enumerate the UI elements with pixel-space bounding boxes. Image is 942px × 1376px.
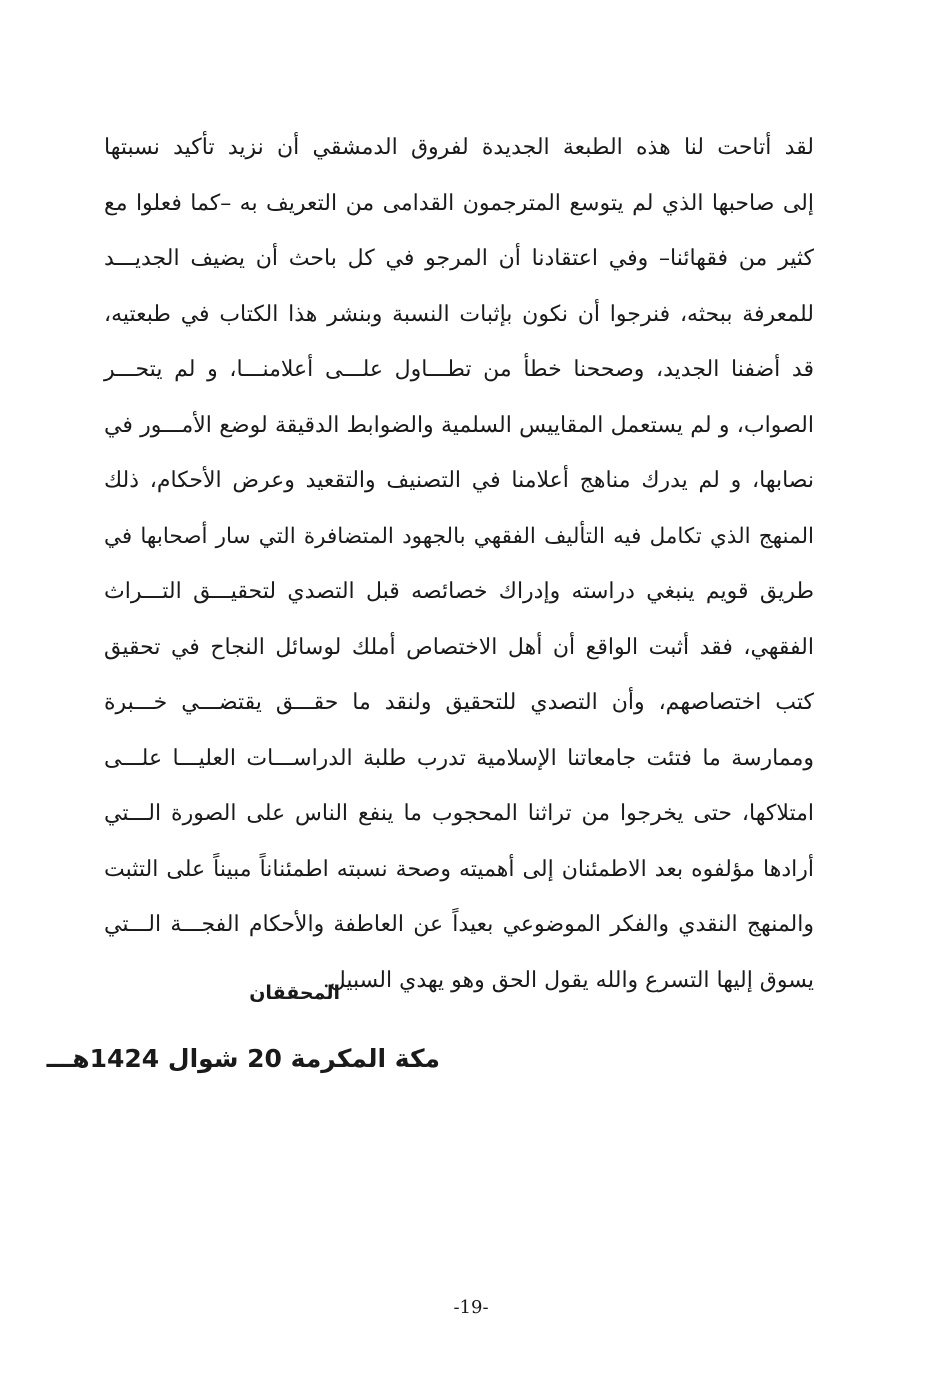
- paragraph-line: كثير من فقهائنا– وفي اعتقادنا أن المرجو في كل باحث أن يضيف الجديـــد: [104, 246, 814, 271]
- place-date-line: مكة المكرمة 20 شوال 1424هـــ: [46, 1044, 440, 1073]
- paragraph-line: قد أضفنا الجديد، وصححنا خطأ من تطـــاول علـــى أعلامنـــا، و لم يتحـــر: [104, 357, 814, 382]
- body-paragraph: [104, 120, 814, 1008]
- paragraph-line: إلى صاحبها الذي لم يتوسع المترجمون القدامى من التعريف به –كما فعلوا مع: [104, 190, 814, 216]
- paragraph-line: وممارسة ما فتئت جامعاتنا الإسلامية تدرب طلبة الدراســـات العليـــا علـــى: [104, 745, 814, 771]
- paragraph-line: امتلاكها، حتى يخرجوا من تراثنا المحجوب ما ينفع الناس على الصورة الـــتي: [104, 801, 814, 826]
- signature-editors: المحققان: [249, 982, 340, 1004]
- paragraph-line-last: يسوق إليها التسرع والله يقول الحق وهو يهدي السبيل.: [322, 967, 814, 993]
- paragraph-line: للمعرفة ببحثه، فنرجوا أن نكون بإثبات النسبة وبنشر هذا الكتاب في طبعتيه،: [104, 301, 814, 327]
- paragraph-line: طريق قويم ينبغي دراسته وإدراك خصائصه قبل التصدي لتحقيـــق التـــراث: [104, 579, 814, 604]
- paragraph-line: نصابها، و لم يدرك مناهج أعلامنا في التصنيف والتقعيد وعرض الأحكام، ذلك: [104, 468, 814, 493]
- paragraph-line: الفقهي، فقد أثبت الواقع أن أهل الاختصاص أملك لوسائل النجاح في تحقيق: [104, 634, 814, 660]
- paragraph-line: أرادها مؤلفوه بعد الاطمئنان إلى أهميته وصحة نسبته اطمئناناً مبيناً على التثبت: [104, 856, 814, 882]
- paragraph-line: كتب اختصاصهم، وأن التصدي للتحقيق ولنقد ما حقـــق يقتضـــي خـــبرة: [104, 690, 814, 715]
- paragraph-line: والمنهج النقدي والفكر الموضوعي بعيداً عن العاطفة والأحكام الفجـــة الـــتي: [104, 912, 814, 937]
- paragraph-line: الصواب، و لم يستعمل المقاييس السلمية والضوابط الدقيقة لوضع الأمـــور في: [104, 412, 814, 438]
- page-number: -19-: [453, 1297, 489, 1318]
- paragraph-line: لقد أتاحت لنا هذه الطبعة الجديدة لفروق الدمشقي أن نزيد تأكيد نسبتها: [104, 135, 814, 160]
- paragraph-line: المنهج الذي تكامل فيه التأليف الفقهي بالجهود المتضافرة التي سار أصحابها في: [104, 523, 814, 549]
